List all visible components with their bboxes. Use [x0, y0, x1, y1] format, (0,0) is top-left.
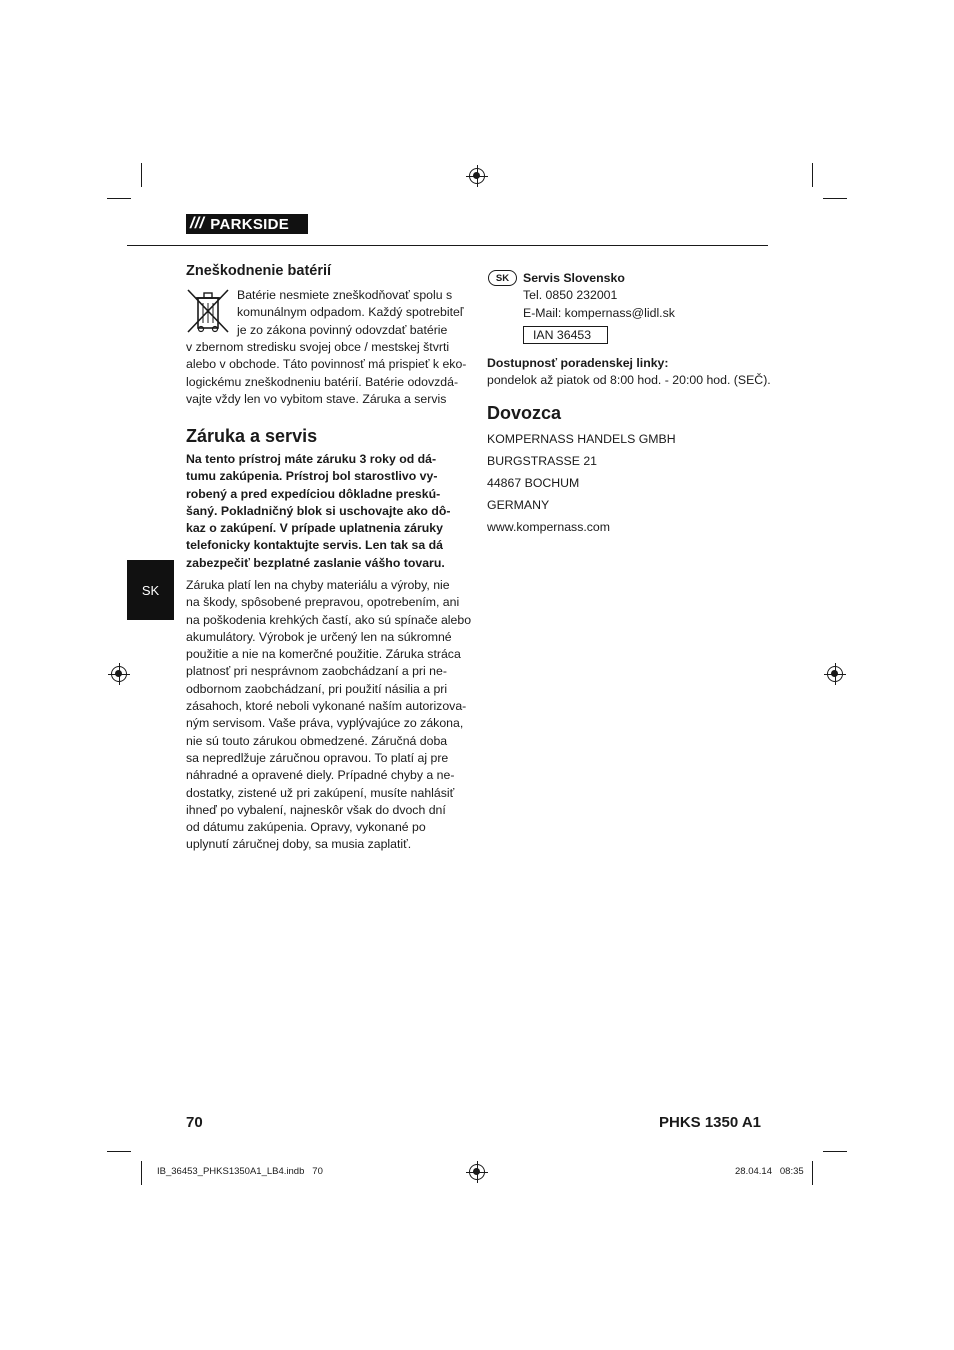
- text-line: telefonicky kontaktujte servis. Len tak sa dá: [186, 538, 443, 553]
- text-line: uplynutí záručnej doby, sa musia zaplatiť.: [186, 837, 412, 852]
- importer-company: KOMPERNASS HANDELS GMBH: [487, 432, 676, 446]
- text-line: Záruka platí len na chyby materiálu a výroby, nie: [186, 578, 450, 592]
- text-line: tumu zakúpenia. Prístroj bol starostlivo vy-: [186, 469, 438, 484]
- text-line: náhradné a opravené diely. Prípadné chyby a ne-: [186, 768, 455, 783]
- text-line: v zbernom stredisku svojej obce / mestskej štvrti: [186, 340, 450, 354]
- text-line: zásahoch, ktoré neboli vykonané naším autorizova-: [186, 699, 467, 714]
- crop-mark: [107, 198, 131, 199]
- text-line: platnosť pri nesprávnom zaobchádzaní a pri ne-: [186, 664, 447, 679]
- text-line: na škody, spôsobené prepravou, opotrebením, ani: [186, 595, 460, 610]
- text-line: dostatky, zistené už pri zakúpení, musíte nahlásiť: [186, 785, 455, 800]
- warranty-text: [186, 577, 471, 854]
- ian-box: [523, 326, 608, 344]
- service-name: Servis Slovensko: [523, 271, 625, 285]
- text-line: ným servisom. Vaše práva, vyplývajúce zo zákona,: [186, 716, 464, 731]
- crop-mark: [823, 198, 847, 199]
- language-tab: [127, 560, 174, 620]
- importer-city: 44867 BOCHUM: [487, 476, 580, 490]
- text-line: sa nepredlžuje záručnou opravou. To platí aj pre: [186, 750, 449, 765]
- crop-mark: [141, 163, 142, 187]
- battery-text-cont: [186, 339, 466, 408]
- text-line: nie sú touto zárukou obmedzené. Záručná doba: [186, 733, 448, 748]
- crop-mark: [141, 1161, 142, 1185]
- warranty-heading: Záruka a servis: [186, 426, 318, 446]
- text-line: Batérie nesmiete zneškodňovať spolu s: [237, 288, 453, 302]
- text-line: na poškodenia krehkých častí, ako sú spínače alebo: [186, 612, 472, 627]
- slug-file: IB_36453_PHKS1350A1_LB4.indb 70: [157, 1166, 323, 1177]
- registration-mark-icon: [469, 168, 485, 184]
- text-line: vajte vždy len vo vybitom stave. Záruka a servis: [186, 391, 447, 406]
- importer-address: [487, 428, 676, 538]
- text-line: komunálnym odpadom. Každý spotrebiteľ: [237, 305, 464, 320]
- importer-country: GERMANY: [487, 498, 550, 512]
- crop-mark: [812, 1161, 813, 1185]
- crop-mark: [823, 1151, 847, 1152]
- battery-text: [237, 287, 463, 339]
- logo-brand-text: PARKSIDE: [210, 215, 290, 233]
- text-line: od dátumu zakúpenia. Opravy, vykonané po: [186, 820, 426, 835]
- crop-mark: [812, 163, 813, 187]
- registration-mark-icon: [111, 666, 127, 682]
- crop-mark: [107, 1151, 131, 1152]
- text-line: zabezpečiť bezplatné zaslanie vášho tovaru.: [186, 555, 445, 570]
- text-line: použitie a nie na komerčné použitie. Záruka stráca: [186, 647, 461, 662]
- language-tab-label: SK: [141, 582, 160, 598]
- text-line: robený a pred expedíciou dôkladne preskú-: [186, 486, 441, 501]
- text-line: alebo v obchode. Táto povinnosť má prispieť k eko-: [186, 357, 467, 372]
- text-line: Na tento prístroj máte záruku 3 roky od dá-: [186, 452, 437, 466]
- importer-street: BURGSTRASSE 21: [487, 454, 598, 468]
- text-line: logickému zneškodneniu batérií. Batérie odovzdá-: [186, 374, 459, 389]
- logo-slashes: ///: [190, 215, 205, 232]
- importer-heading: Dovozca: [487, 403, 562, 423]
- service-email: E-Mail: kompernass@lidl.sk: [523, 305, 675, 320]
- hotline-hours: pondelok až piatok od 8:00 hod. - 20:00 hod. (SEČ).: [487, 373, 771, 387]
- model-number: PHKS 1350 A1: [659, 1114, 761, 1131]
- registration-mark-icon: [469, 1164, 485, 1180]
- text-line: ihneď po vybalení, najneskôr však do dvoch dní: [186, 802, 446, 817]
- text-line: je zo zákona povinný odovzdať batérie: [237, 322, 448, 337]
- country-badge: SK: [488, 270, 517, 286]
- hotline-heading: Dostupnosť poradenskej linky:: [487, 356, 669, 370]
- warranty-bold-text: [186, 451, 450, 572]
- page-number: 70: [186, 1114, 203, 1131]
- slug-date: 28.04.14 08:35: [735, 1166, 804, 1177]
- parkside-logo: [186, 214, 308, 234]
- registration-mark-icon: [827, 666, 843, 682]
- service-tel: Tel. 0850 232001: [523, 288, 618, 303]
- text-line: odbornom zaobchádzaní, pri použití násilia a pri: [186, 681, 448, 696]
- importer-web: www.kompernass.com: [487, 520, 611, 534]
- text-line: akumulátory. Výrobok je určený len na súkromné: [186, 629, 452, 644]
- battery-heading: Zneškodnenie batérií: [186, 263, 332, 279]
- header-rule: [127, 245, 768, 246]
- service-contact: [523, 270, 675, 322]
- crossed-out-bin-icon: [186, 288, 230, 334]
- text-line: kaz o zakúpení. V prípade uplatnenia záruky: [186, 521, 443, 536]
- ian-number: IAN 36453: [533, 328, 592, 342]
- text-line: šaný. Pokladničný blok si uschovajte ako dô-: [186, 503, 451, 518]
